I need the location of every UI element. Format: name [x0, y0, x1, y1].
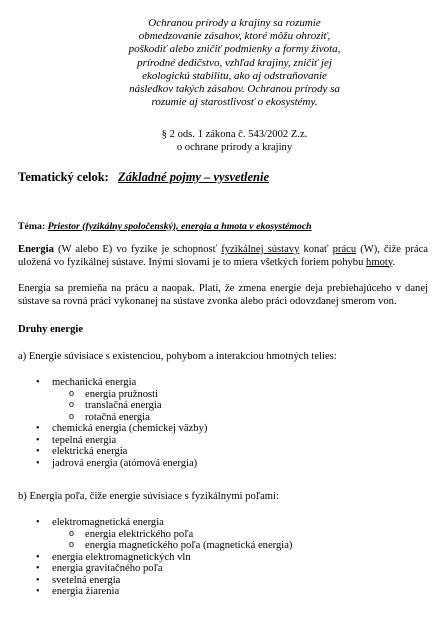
topic-line: Téma: Priestor (fyzikálny spoločenský), energia a hmota v ekosystémoch [18, 221, 312, 232]
list-item: • chemická energia (chemickej väzby) [18, 423, 418, 435]
list-item: • mechanická energia [18, 377, 418, 389]
law-citation [112, 128, 357, 154]
list-item: • tepelná energia [18, 435, 418, 447]
topic-value: Priestor (fyzikálny spoločenský), energia a hmota v ekosystémoch [47, 221, 312, 232]
energy-definition-paragraph [18, 244, 428, 269]
list-subitem: o rotačná energia [18, 412, 418, 424]
list-item: • energia gravitačného poľa [18, 563, 418, 575]
thematic-unit-label: Tematický celok: [18, 170, 109, 184]
quote-line: rozumie aj starostlivosť o ekosystémy. [151, 96, 318, 109]
list-subitem: o translačná energia [18, 400, 418, 412]
section-a-list [18, 377, 418, 469]
list-subitem: o energia magnetického poľa (magnetická energia) [18, 540, 418, 552]
thematic-unit [18, 170, 269, 185]
law-reference: § 2 ods. 1 zákona č. 543/2002 Z.z. [161, 129, 308, 140]
list-item: • svetelná energia [18, 575, 418, 587]
list-item: • jadrová energia (atómová energia) [18, 458, 418, 470]
topic-label: Téma [18, 221, 42, 232]
section-heading: Druhy energie [18, 324, 84, 335]
list-subitem: o energia pružnosti [18, 389, 418, 401]
paragraph-text: . [392, 256, 396, 268]
law-quote [112, 17, 357, 109]
quote-line: prírodné dedičstvo, vzhľad krajiny, zničiť jej [137, 56, 332, 69]
section-b-list [18, 517, 418, 598]
thematic-unit-value: Základné pojmy – vysvetlenie [118, 170, 270, 184]
quote-line: následkov takých zásahov. Ochranou prírody sa [129, 82, 340, 95]
list-item: • elektrická energia [18, 446, 418, 458]
list-item: • energia elektromagnetických vln [18, 552, 418, 564]
list-item: • elektromagnetická energia [18, 517, 418, 529]
quote-line: poškodiť alebo zničiť podmienky a formy života, [128, 43, 341, 56]
link-fyzikalna-sustava[interactable]: fyzikálnej sústavy [221, 244, 300, 255]
energy-conversion-paragraph: Energia sa premieňa na prácu a naopak. Platí, že zmena energie deja prebiehajúceho v danej sústave sa rovná práci vykonanej na sústave zvonka alebo práci odovzdanej smerom von. [18, 283, 428, 307]
list-item: • energia žiarenia [18, 586, 418, 598]
energy-term: Energia [18, 244, 54, 255]
law-name: o ochrane prírody a krajiny [176, 142, 293, 154]
link-praca[interactable]: prácu [332, 244, 357, 255]
quote-line: ekologickú stabilitu, ako aj odstraňovanie [142, 69, 327, 82]
list-subitem: o energia elektrického poľa [18, 529, 418, 541]
link-hmota[interactable]: hmoty [366, 256, 393, 268]
paragraph-text: konať [299, 244, 333, 255]
quote-line: obmedzovanie zásahov, ktoré môžu ohroziť, [138, 30, 331, 43]
paragraph-text: (W alebo E) vo fyzike je schopnosť [53, 244, 222, 255]
paragraph-text: (W), čiže práca uložená vo fyzikálnej sústave. Inými slovami je to miera všetkých foriem pohybu [18, 244, 428, 268]
section-b-intro: b) Energia poľa, čiže energie súvisiace s fyzikálnymi poľami: [18, 491, 279, 502]
quote-line: Ochranou prírody a krajiny sa rozumie [148, 17, 321, 29]
section-a-intro: a) Energie súvisiace s existenciou, pohybom a interakciou hmotných telies: [18, 351, 337, 362]
